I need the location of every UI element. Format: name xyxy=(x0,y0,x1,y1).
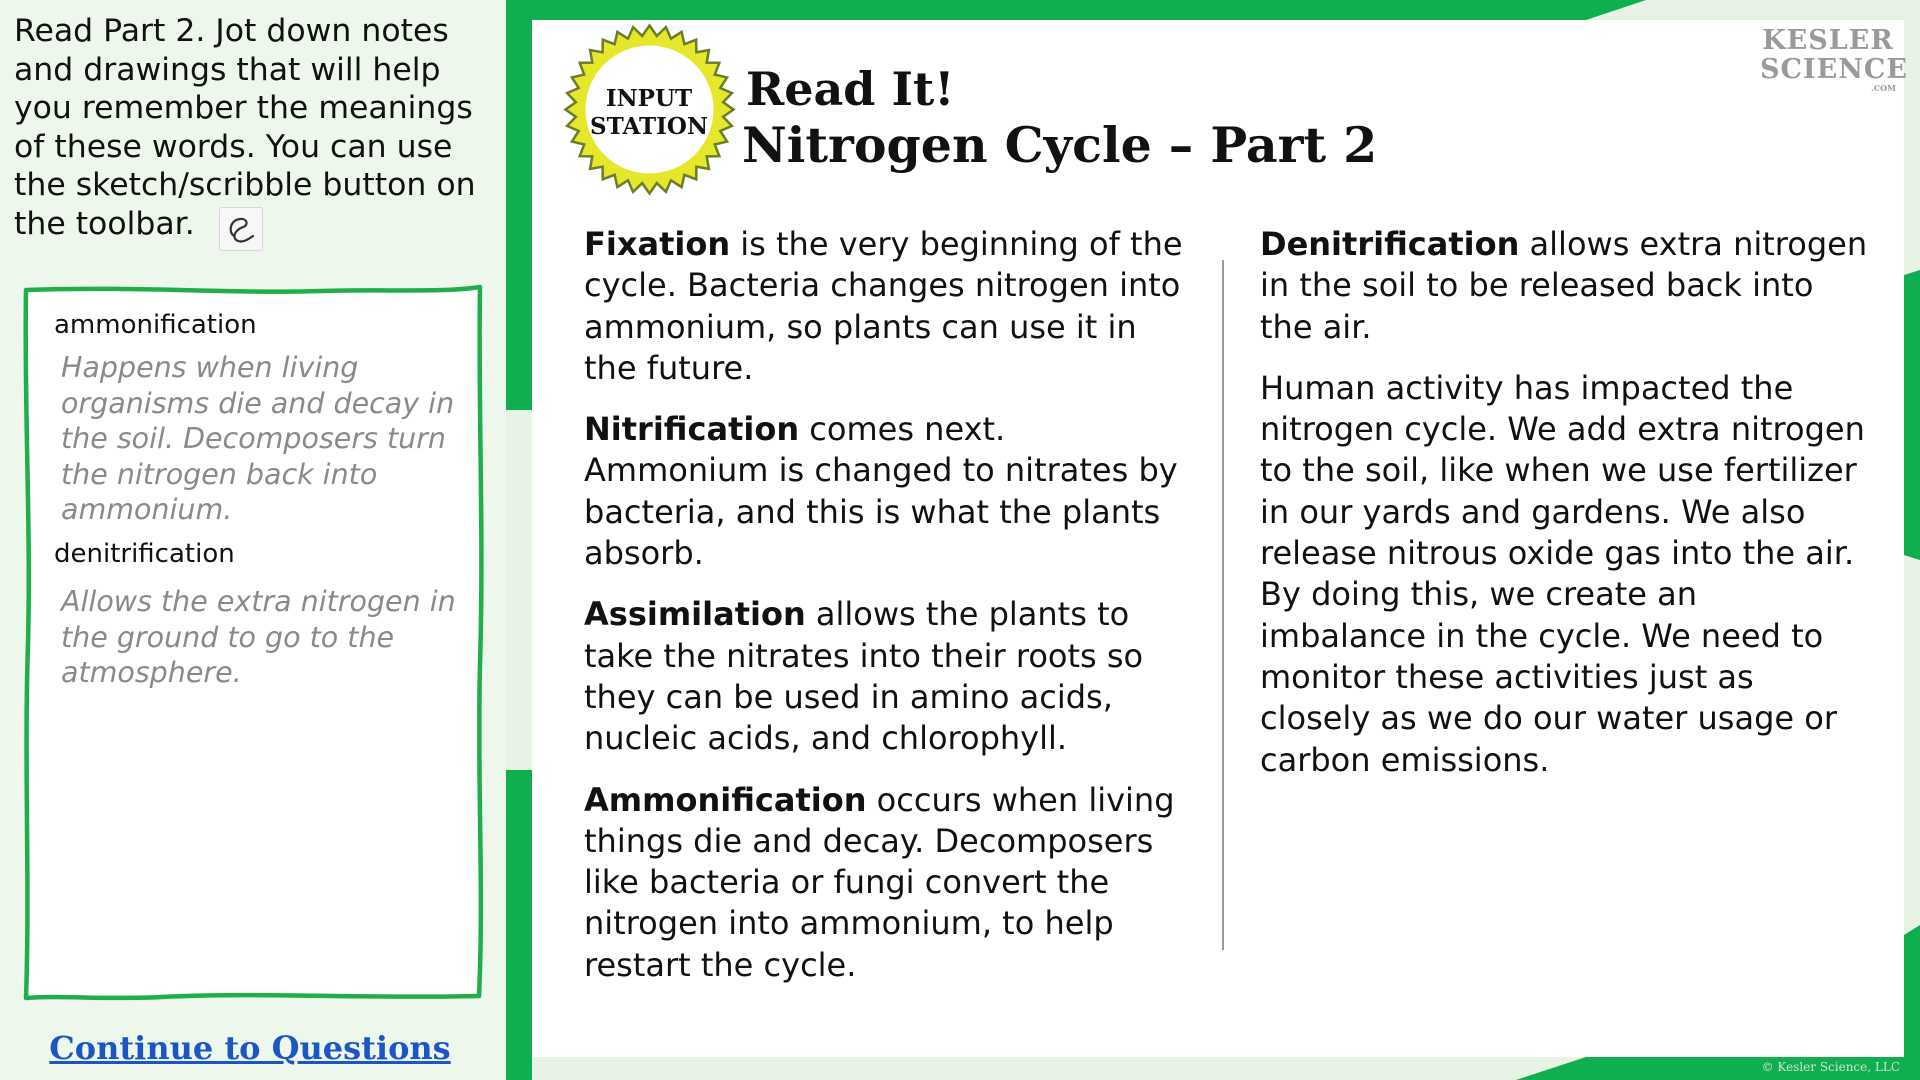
term-nitrification: Nitrification xyxy=(584,410,800,449)
kesler-science-logo xyxy=(1760,25,1908,93)
paragraph-fixation xyxy=(584,224,1184,389)
instructions-label: Read Part 2. Jot down notes and drawings that will help you remember the meanings of these words. You can use the sketch/scribble button on the toolbar. xyxy=(14,13,476,242)
note-definition-denitrification: Allows the extra nitrogen in the ground to go to the atmosphere. xyxy=(61,585,456,689)
text-denitrification: allows extra nitrogen in the soil to be released back into the air. xyxy=(1260,225,1868,346)
note-definition-ammonification: Happens when living organisms die and decay in the soil. Decomposers turn the nitrogen back into ammonium. xyxy=(61,351,455,526)
term-assimilation: Assimilation xyxy=(584,595,806,634)
continue-to-questions-link[interactable]: Continue to Questions xyxy=(49,1029,451,1067)
text-human-activity: Human activity has impacted the nitrogen cycle. We add extra nitrogen to the soil, like when we use fertilizer in our yards and gardens. We also release nitrous oxide gas into the air. By doing this, we create an imbalance in the cycle. We need to monitor these activities just as closely as we do our water usage or carbon emissions. xyxy=(1260,368,1865,779)
paragraph-ammonification xyxy=(584,780,1184,986)
paragraph-denitrification xyxy=(1260,224,1870,348)
notes-text-box[interactable] xyxy=(22,284,484,1002)
note-term-denitrification: denitrification xyxy=(54,539,235,569)
slide-content-card xyxy=(532,20,1908,1057)
instructions-text xyxy=(14,12,499,251)
slide-subtitle: Nitrogen Cycle – Part 2 xyxy=(742,116,1378,174)
note-term-ammonification: ammonification xyxy=(54,310,257,340)
input-station-badge xyxy=(562,22,737,197)
text-nitrification: comes next. Ammonium is changed to nitrates by bacteria, and this is what the plants absorb. xyxy=(584,410,1178,573)
right-text-column xyxy=(1260,224,1870,801)
logo-line-2: SCIENCE xyxy=(1760,54,1908,85)
term-denitrification: Denitrification xyxy=(1260,225,1520,263)
column-divider xyxy=(1222,260,1224,950)
logo-suffix: .COM xyxy=(1871,83,1896,93)
paragraph-human-activity xyxy=(1260,368,1870,781)
text-fixation: is the very beginning of the cycle. Bacteria changes nitrogen into ammonium, so plants can use it in the future. xyxy=(584,225,1183,387)
badge-line-2: STATION xyxy=(590,113,708,140)
paragraph-assimilation xyxy=(584,594,1184,759)
term-fixation: Fixation xyxy=(584,225,731,263)
logo-line-1: KESLER xyxy=(1762,25,1894,56)
term-ammonification: Ammonification xyxy=(584,780,867,819)
slide-title: Read It! xyxy=(746,62,955,116)
badge-line-1: INPUT xyxy=(605,85,693,112)
notes-panel xyxy=(0,0,506,1080)
text-ammonification: occurs when living things die and decay. Decomposers like bacteria or fungi convert the nitrogen into ammonium, to help restart the cycle. xyxy=(584,780,1175,984)
slide xyxy=(506,0,1920,1080)
copyright-text: © Kesler Science, LLC xyxy=(1761,1060,1900,1074)
text-assimilation: allows the plants to take the nitrates into their roots so they can be used in amino acids, nucleic acids, and chlorophyll. xyxy=(584,595,1144,758)
paragraph-nitrification xyxy=(584,409,1184,574)
scribble-icon[interactable] xyxy=(219,207,263,251)
left-text-column xyxy=(584,224,1184,1006)
